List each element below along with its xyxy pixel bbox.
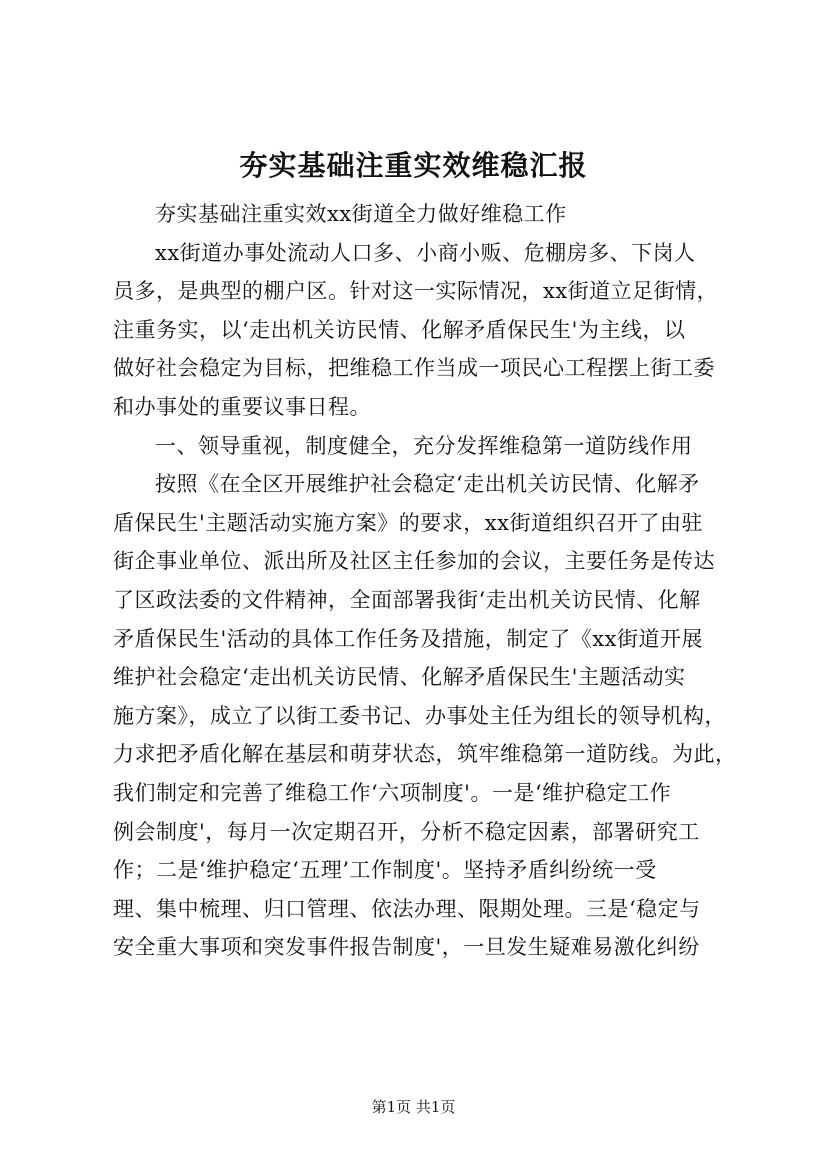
paragraph-line: 例会制度'，每月一次定期召开，分析不稳定因素，部署研究工: [113, 819, 700, 844]
paragraph-line: 安全重大事项和突发事件报告制度'，一旦发生疑难易激化纠纷: [113, 935, 700, 960]
paragraph-line: 了区政法委的文件精神，全面部署我街‘走出机关访民情、化解: [113, 587, 701, 612]
paragraph-line: 和办事处的重要议事日程。: [113, 394, 371, 419]
paragraph-line: 矛盾保民生'活动的具体工作任务及措施，制定了《xx街道开展: [113, 626, 703, 651]
section-heading: 一、领导重视，制度健全，充分发挥维稳第一道防线作用: [155, 433, 693, 458]
paragraph-line: 注重务实，以‘走出机关访民情、化解矛盾保民生'为主线，以: [113, 317, 686, 342]
page-number-footer: 第1页 共1页: [371, 1098, 456, 1116]
paragraph-line: 我们制定和完善了维稳工作‘六项制度'。一是‘维护稳定工作: [113, 780, 672, 805]
paragraph-line: 街企事业单位、派出所及社区主任参加的会议，主要任务是传达: [113, 549, 715, 574]
document-body: [113, 195, 737, 967]
document-title: 夯实基础注重实效维稳汇报: [239, 149, 588, 182]
paragraph-line: 盾保民生'主题活动实施方案》的要求，xx街道组织召开了由驻: [113, 510, 703, 535]
paragraph-line: 作；二是‘维护稳定‘五理’工作制度'。坚持矛盾纠纷统一受: [113, 858, 657, 883]
paragraph-line: 按照《在全区开展维护社会稳定‘走出机关访民情、化解矛: [155, 472, 700, 497]
paragraph-line: 施方案》，成立了以街工委书记、办事处主任为组长的领导机构，: [113, 703, 726, 728]
paragraph-line: 力求把矛盾化解在基层和萌芽状态，筑牢维稳第一道防线。为此，: [113, 742, 737, 767]
paragraph-line: 员多，是典型的棚户区。针对这一实际情况，xx街道立足街情，: [113, 279, 719, 304]
paragraph-line: 维护社会稳定‘走出机关访民情、化解矛盾保民生'主题活动实: [113, 665, 686, 690]
paragraph-line: 理、集中梳理、归口管理、依法办理、限期处理。三是‘稳定与: [113, 896, 701, 921]
paragraph-line: 做好社会稳定为目标，把维稳工作当成一项民心工程摆上街工委: [113, 356, 715, 381]
paragraph-line: xx街道办事处流动人口多、小商小贩、危棚房多、下岗人: [155, 240, 696, 265]
paragraph-line: 夯实基础注重实效xx街道全力做好维稳工作: [155, 202, 567, 226]
